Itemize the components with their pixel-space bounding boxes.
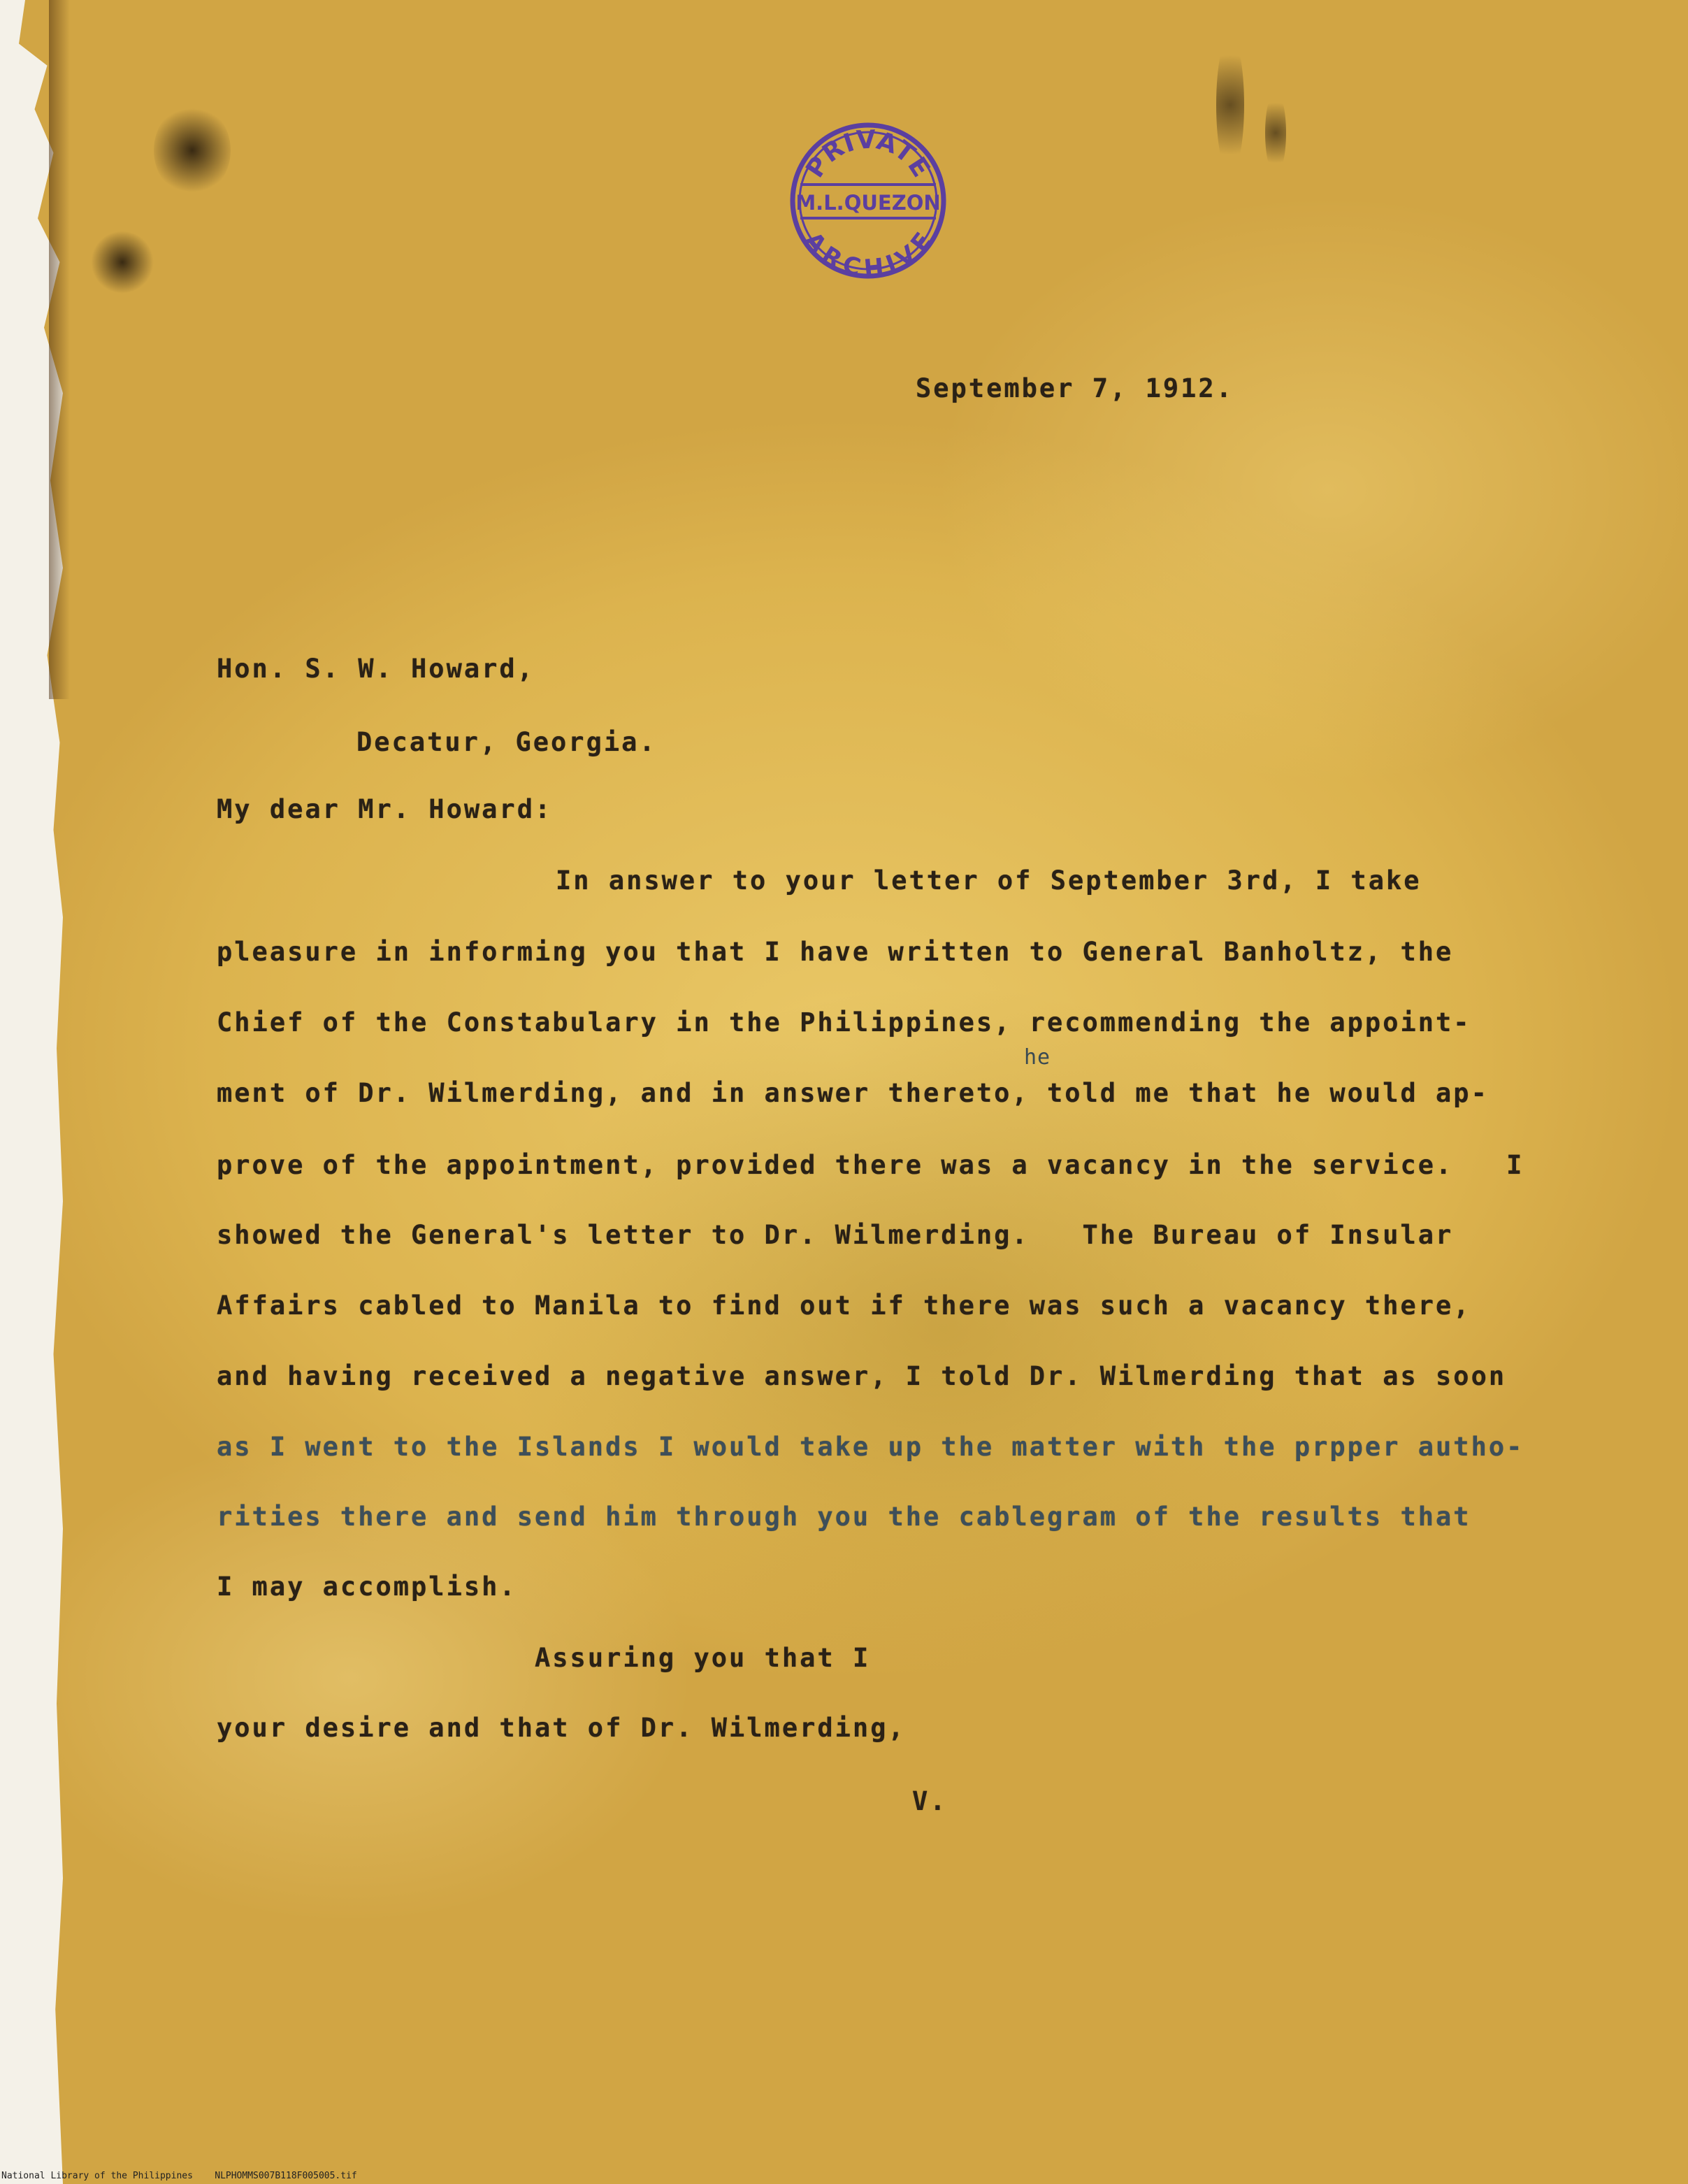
closing-line: your desire and that of Dr. Wilmerding, [217,1713,906,1743]
recipient-name: Hon. S. W. Howard, [217,654,535,684]
letter-date: September 7, 1912. [916,373,1234,403]
signature-initial: V. [912,1786,948,1816]
handwritten-insertion: he [1024,1045,1051,1070]
burn-mark [154,105,231,196]
closing-line: Assuring you that I [535,1643,871,1673]
stamp-middle-text: M.L.QUEZON [795,191,941,215]
body-line: showed the General's letter to Dr. Wilmerding. The Bureau of Insular [217,1220,1454,1250]
body-line: Chief of the Constabulary in the Philippines, recommending the appoint- [217,1007,1471,1037]
body-line: rities there and send him through you the cablegram of the results that [217,1502,1471,1532]
archive-stamp [788,120,948,281]
body-line: In answer to your letter of September 3rd, I take [556,865,1422,896]
body-line: pleasure in informing you that I have written to General Banholtz, the [217,937,1454,967]
body-line: ment of Dr. Wilmerding, and in answer thereto, told me that he would ap- [217,1078,1489,1108]
footer-caption: National Library of the Philippines NLPHOMMS007B118F005005.tif [1,2171,357,2181]
body-line: and having received a negative answer, I told Dr. Wilmerding that as soon [217,1361,1507,1391]
recipient-address: Decatur, Georgia. [356,727,657,757]
body-line: as I went to the Islands I would take up the matter with the prpper autho- [217,1432,1524,1462]
staple-hole [1216,35,1244,175]
stamp-top-text: PRIVATE [800,125,936,183]
body-line: Affairs cabled to Manila to find out if there was such a vacancy there, [217,1291,1471,1321]
body-line: I may accomplish. [217,1572,517,1602]
staple-hole [1265,91,1286,175]
edge-stain [49,0,70,699]
body-line: prove of the appointment, provided there was a vacancy in the service. I [217,1150,1524,1180]
salutation: My dear Mr. Howard: [217,794,553,824]
burn-mark [91,231,154,294]
stamp-bottom-text: ARCHIVE [798,227,938,281]
